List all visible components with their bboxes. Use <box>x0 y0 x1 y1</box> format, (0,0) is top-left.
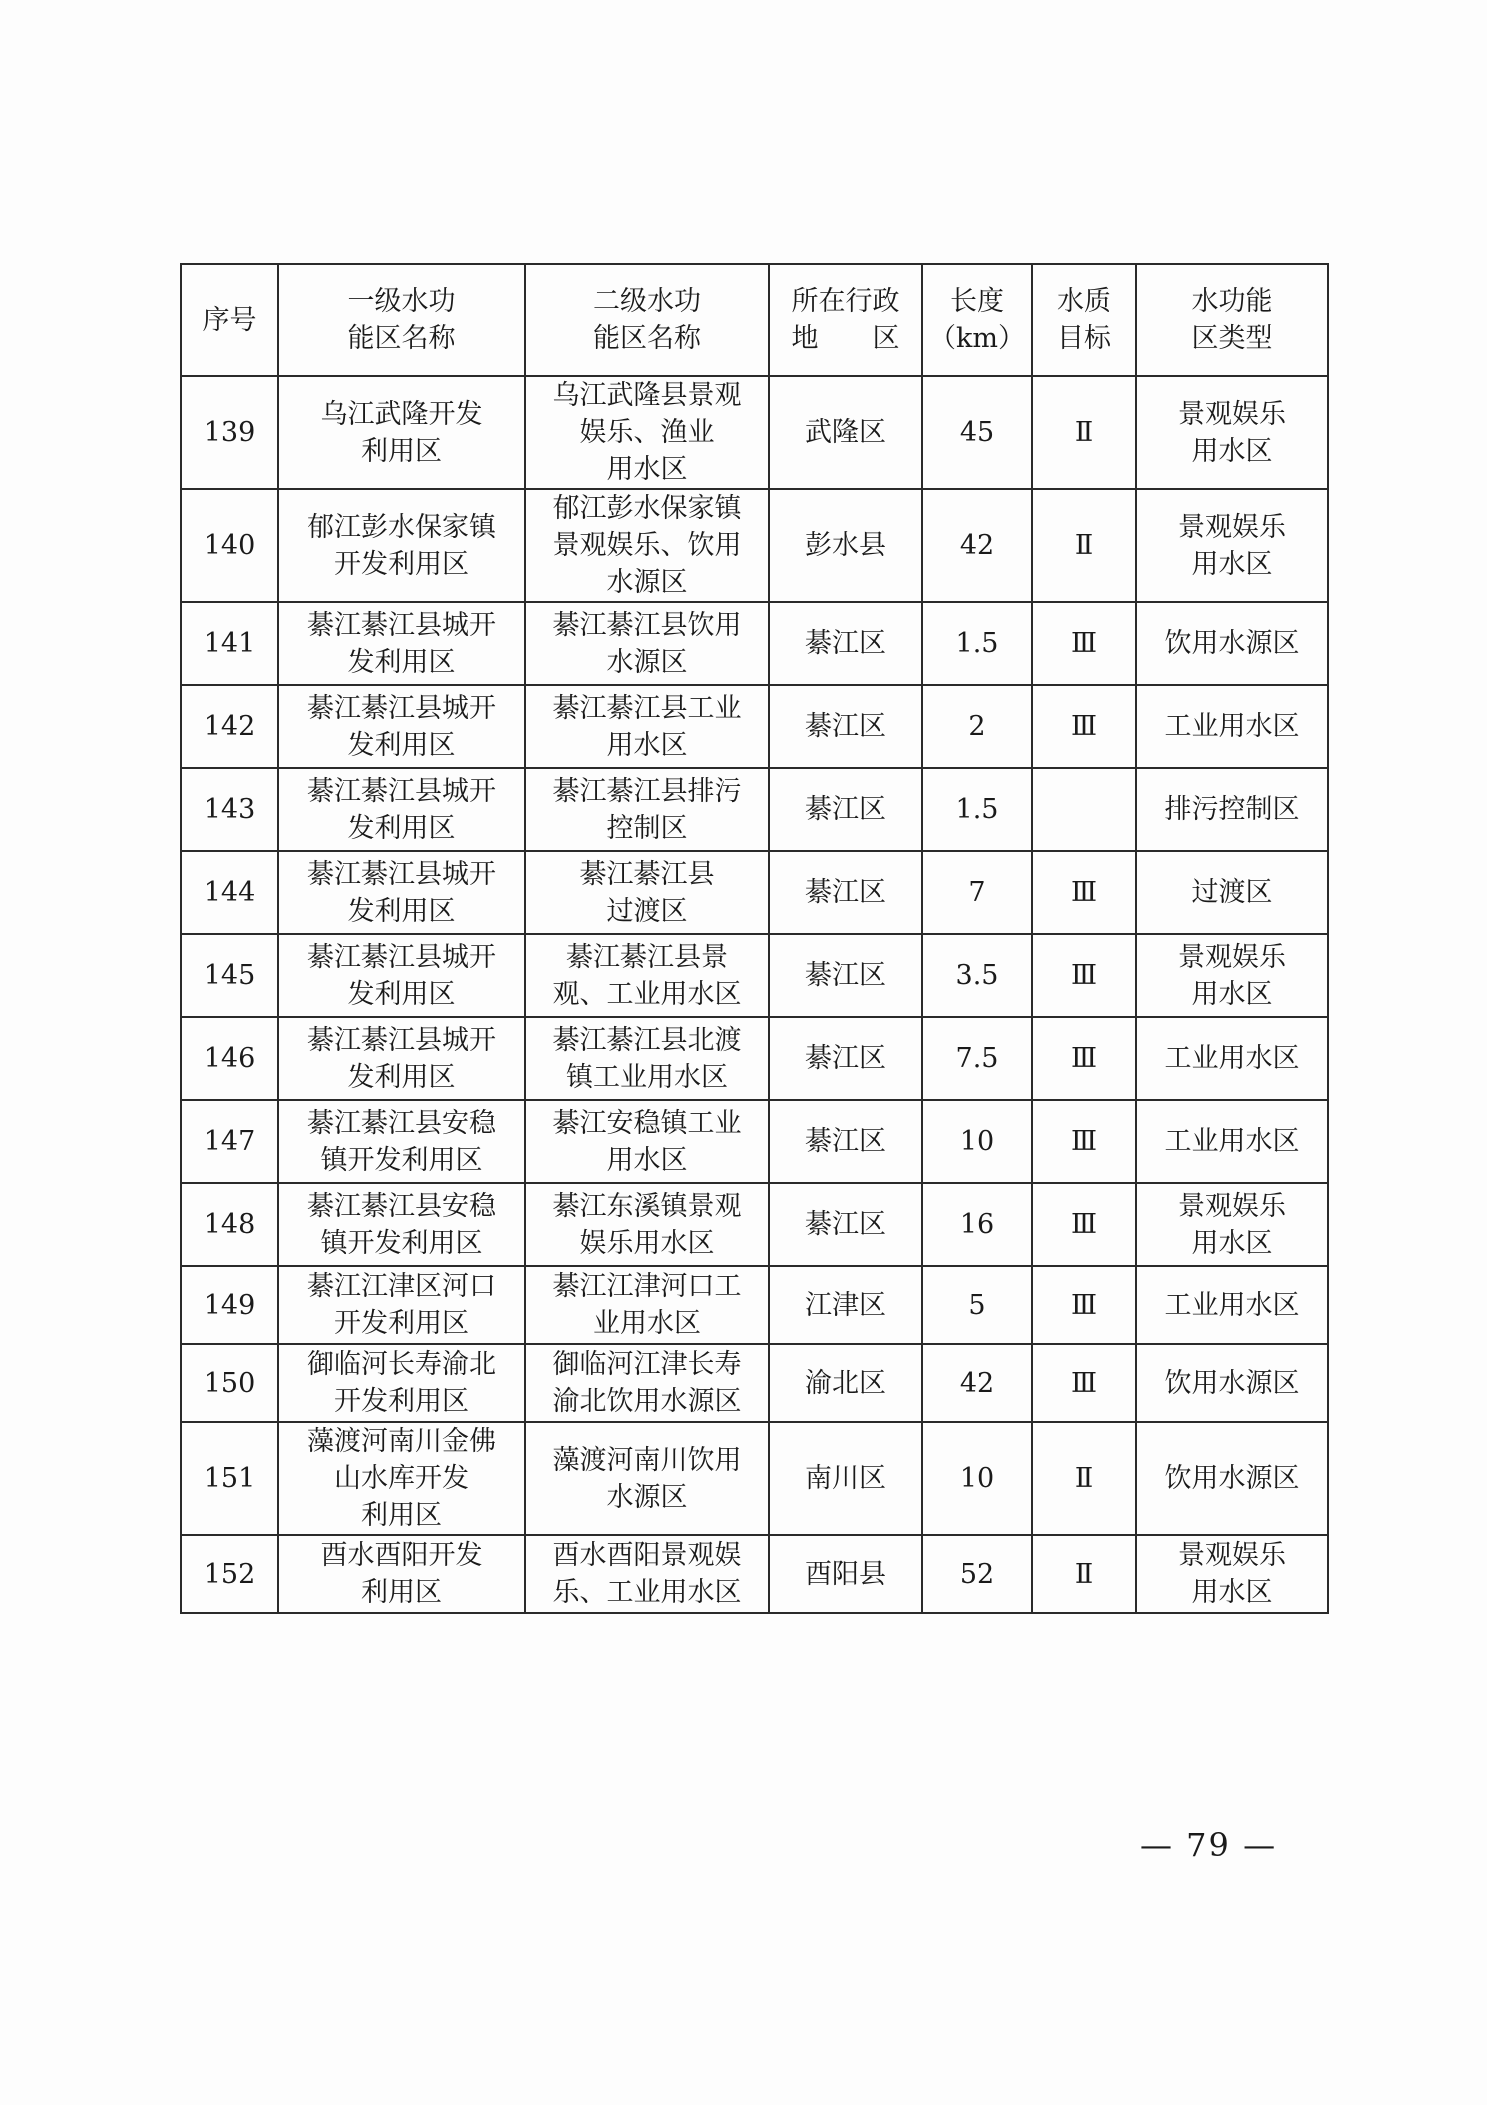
cell-primary-zone: 御临河长寿渝北 开发利用区 <box>278 1344 525 1422</box>
cell-secondary-zone: 綦江綦江县北渡 镇工业用水区 <box>525 1017 769 1100</box>
header-primary-zone: 一级水功 能区名称 <box>278 264 525 376</box>
cell-serial: 140 <box>181 489 278 602</box>
cell-secondary-zone: 綦江綦江县饮用 水源区 <box>525 602 769 685</box>
cell-secondary-zone: 綦江东溪镇景观 娱乐用水区 <box>525 1183 769 1266</box>
cell-zone-type: 饮用水源区 <box>1136 1422 1328 1535</box>
cell-serial: 148 <box>181 1183 278 1266</box>
cell-secondary-zone: 綦江綦江县工业 用水区 <box>525 685 769 768</box>
table-row <box>181 1266 1328 1344</box>
cell-secondary-zone: 綦江江津河口工 业用水区 <box>525 1266 769 1344</box>
cell-primary-zone: 郁江彭水保家镇 开发利用区 <box>278 489 525 602</box>
cell-admin-region: 綦江区 <box>769 1017 922 1100</box>
cell-length: 3.5 <box>922 934 1032 1017</box>
cell-zone-type: 工业用水区 <box>1136 1017 1328 1100</box>
cell-primary-zone: 酉水酉阳开发 利用区 <box>278 1535 525 1613</box>
header-length: 长度 （km） <box>922 264 1032 376</box>
water-function-zone-table <box>180 263 1329 1614</box>
cell-primary-zone: 綦江綦江县城开 发利用区 <box>278 685 525 768</box>
cell-primary-zone: 綦江綦江县城开 发利用区 <box>278 851 525 934</box>
cell-admin-region: 綦江区 <box>769 685 922 768</box>
cell-water-quality-goal: Ⅲ <box>1032 934 1136 1017</box>
cell-length: 10 <box>922 1100 1032 1183</box>
cell-primary-zone: 綦江江津区河口 开发利用区 <box>278 1266 525 1344</box>
cell-length: 16 <box>922 1183 1032 1266</box>
cell-length: 7 <box>922 851 1032 934</box>
cell-length: 1.5 <box>922 768 1032 851</box>
cell-length: 42 <box>922 1344 1032 1422</box>
table-row <box>181 1344 1328 1422</box>
cell-zone-type: 工业用水区 <box>1136 1266 1328 1344</box>
cell-serial: 142 <box>181 685 278 768</box>
cell-length: 2 <box>922 685 1032 768</box>
cell-water-quality-goal: Ⅱ <box>1032 376 1136 489</box>
cell-serial: 150 <box>181 1344 278 1422</box>
cell-length: 7.5 <box>922 1017 1032 1100</box>
cell-length: 1.5 <box>922 602 1032 685</box>
table-row <box>181 768 1328 851</box>
cell-water-quality-goal: Ⅱ <box>1032 489 1136 602</box>
cell-primary-zone: 綦江綦江县城开 发利用区 <box>278 768 525 851</box>
cell-serial: 145 <box>181 934 278 1017</box>
table-row <box>181 1100 1328 1183</box>
cell-secondary-zone: 綦江綦江县排污 控制区 <box>525 768 769 851</box>
cell-water-quality-goal: Ⅲ <box>1032 1183 1136 1266</box>
cell-zone-type: 过渡区 <box>1136 851 1328 934</box>
cell-secondary-zone: 綦江綦江县 过渡区 <box>525 851 769 934</box>
cell-zone-type: 景观娱乐 用水区 <box>1136 934 1328 1017</box>
cell-serial: 139 <box>181 376 278 489</box>
cell-water-quality-goal: Ⅱ <box>1032 1422 1136 1535</box>
table-row <box>181 489 1328 602</box>
cell-water-quality-goal: Ⅲ <box>1032 851 1136 934</box>
cell-admin-region: 綦江区 <box>769 1100 922 1183</box>
cell-admin-region: 武隆区 <box>769 376 922 489</box>
cell-zone-type: 工业用水区 <box>1136 685 1328 768</box>
table-row <box>181 376 1328 489</box>
cell-admin-region: 酉阳县 <box>769 1535 922 1613</box>
page-number: — 79 — <box>1140 1826 1278 1864</box>
cell-serial: 149 <box>181 1266 278 1344</box>
cell-primary-zone: 綦江綦江县城开 发利用区 <box>278 1017 525 1100</box>
table-row <box>181 685 1328 768</box>
cell-serial: 144 <box>181 851 278 934</box>
table-row <box>181 1183 1328 1266</box>
cell-length: 45 <box>922 376 1032 489</box>
cell-admin-region: 渝北区 <box>769 1344 922 1422</box>
cell-length: 52 <box>922 1535 1032 1613</box>
header-secondary-zone: 二级水功 能区名称 <box>525 264 769 376</box>
cell-serial: 143 <box>181 768 278 851</box>
cell-zone-type: 景观娱乐 用水区 <box>1136 489 1328 602</box>
cell-admin-region: 南川区 <box>769 1422 922 1535</box>
cell-zone-type: 景观娱乐 用水区 <box>1136 1535 1328 1613</box>
table-row <box>181 1017 1328 1100</box>
cell-serial: 151 <box>181 1422 278 1535</box>
cell-water-quality-goal: Ⅲ <box>1032 1266 1136 1344</box>
table-row <box>181 934 1328 1017</box>
cell-primary-zone: 乌江武隆开发 利用区 <box>278 376 525 489</box>
cell-admin-region: 綦江区 <box>769 851 922 934</box>
cell-secondary-zone: 御临河江津长寿 渝北饮用水源区 <box>525 1344 769 1422</box>
cell-water-quality-goal: Ⅲ <box>1032 1100 1136 1183</box>
cell-zone-type: 排污控制区 <box>1136 768 1328 851</box>
cell-secondary-zone: 綦江綦江县景 观、工业用水区 <box>525 934 769 1017</box>
cell-admin-region: 綦江区 <box>769 934 922 1017</box>
cell-secondary-zone: 郁江彭水保家镇 景观娱乐、饮用 水源区 <box>525 489 769 602</box>
cell-primary-zone: 綦江綦江县城开 发利用区 <box>278 934 525 1017</box>
cell-zone-type: 工业用水区 <box>1136 1100 1328 1183</box>
header-water-quality-goal: 水质 目标 <box>1032 264 1136 376</box>
header-serial: 序号 <box>181 264 278 376</box>
cell-water-quality-goal: Ⅲ <box>1032 1017 1136 1100</box>
cell-admin-region: 綦江区 <box>769 768 922 851</box>
cell-length: 42 <box>922 489 1032 602</box>
cell-water-quality-goal <box>1032 768 1136 851</box>
cell-secondary-zone: 綦江安稳镇工业 用水区 <box>525 1100 769 1183</box>
cell-primary-zone: 綦江綦江县安稳 镇开发利用区 <box>278 1183 525 1266</box>
cell-water-quality-goal: Ⅲ <box>1032 602 1136 685</box>
table-row <box>181 1535 1328 1613</box>
cell-secondary-zone: 藻渡河南川饮用 水源区 <box>525 1422 769 1535</box>
cell-zone-type: 饮用水源区 <box>1136 1344 1328 1422</box>
cell-primary-zone: 綦江綦江县安稳 镇开发利用区 <box>278 1100 525 1183</box>
cell-water-quality-goal: Ⅱ <box>1032 1535 1136 1613</box>
cell-zone-type: 景观娱乐 用水区 <box>1136 1183 1328 1266</box>
cell-admin-region: 綦江区 <box>769 602 922 685</box>
cell-serial: 147 <box>181 1100 278 1183</box>
cell-zone-type: 饮用水源区 <box>1136 602 1328 685</box>
cell-admin-region: 綦江区 <box>769 1183 922 1266</box>
table-row <box>181 1422 1328 1535</box>
cell-admin-region: 江津区 <box>769 1266 922 1344</box>
cell-serial: 141 <box>181 602 278 685</box>
cell-admin-region: 彭水县 <box>769 489 922 602</box>
cell-secondary-zone: 酉水酉阳景观娱 乐、工业用水区 <box>525 1535 769 1613</box>
cell-water-quality-goal: Ⅲ <box>1032 1344 1136 1422</box>
cell-serial: 152 <box>181 1535 278 1613</box>
cell-secondary-zone: 乌江武隆县景观 娱乐、渔业 用水区 <box>525 376 769 489</box>
cell-serial: 146 <box>181 1017 278 1100</box>
cell-primary-zone: 綦江綦江县城开 发利用区 <box>278 602 525 685</box>
header-zone-type: 水功能 区类型 <box>1136 264 1328 376</box>
cell-primary-zone: 藻渡河南川金佛 山水库开发 利用区 <box>278 1422 525 1535</box>
table-header-row <box>181 264 1328 376</box>
cell-length: 10 <box>922 1422 1032 1535</box>
table-row <box>181 851 1328 934</box>
cell-length: 5 <box>922 1266 1032 1344</box>
table-row <box>181 602 1328 685</box>
cell-water-quality-goal: Ⅲ <box>1032 685 1136 768</box>
cell-zone-type: 景观娱乐 用水区 <box>1136 376 1328 489</box>
header-admin-region: 所在行政 地 区 <box>769 264 922 376</box>
